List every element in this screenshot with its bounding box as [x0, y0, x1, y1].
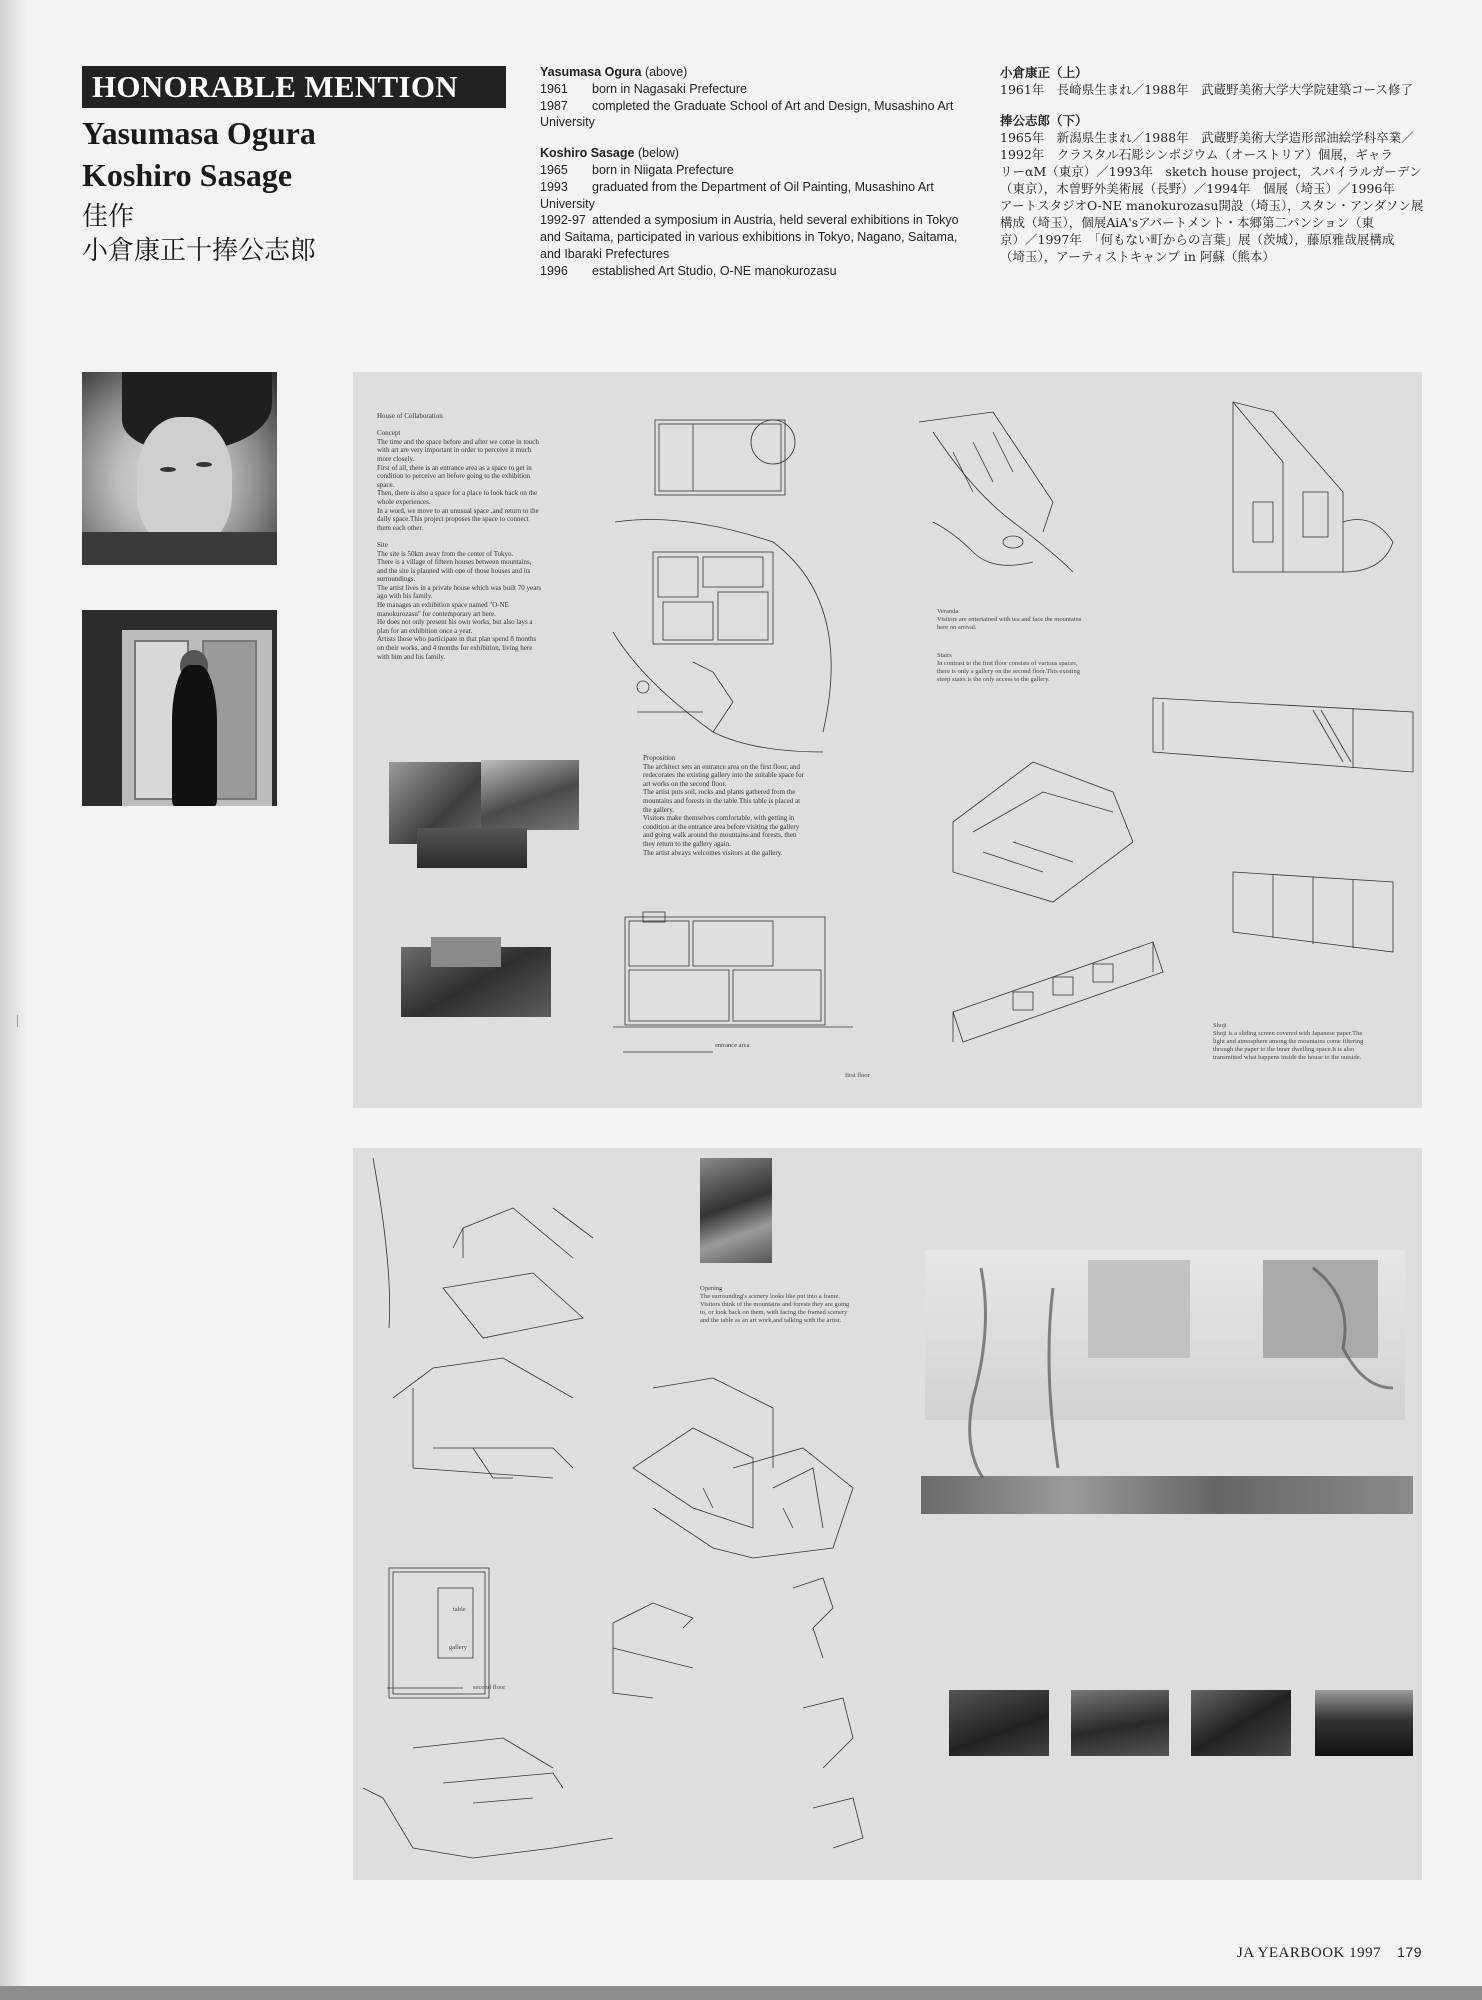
publication-name: JA YEARBOOK 1997 [1237, 1945, 1382, 1961]
page-number: 179 [1397, 1944, 1422, 1960]
concept-text-line: In a word, we move to an unusual space ,and return to the [377, 506, 539, 515]
biography-english [540, 64, 960, 280]
bio-entry [540, 263, 960, 280]
proposition-text-line: Proposition [643, 754, 676, 762]
veranda-caption-line: here on arrival. [937, 624, 977, 631]
bio-text-continued: and Saitama, participated in various exhibitions in Tokyo, Nagano, Saitama, [540, 230, 958, 245]
bio-text: born in Nagasaki Prefecture [592, 81, 747, 96]
bio-entry [540, 162, 960, 179]
gallery-label: gallery [449, 1644, 468, 1651]
proposition-text-line: mountains and forests in the table.This table is placed at [643, 796, 801, 805]
bottom-edge-strip [0, 1986, 1482, 2000]
bio-jp-line: 1961年 長崎県生まれ／1988年 武蔵野美術大学大学院建築コース修了 [1000, 82, 1413, 97]
proposition-text-line: redecorates the existing gallery into the suitable space for [643, 771, 804, 780]
concept-text-line: House of Collaboration [377, 412, 443, 420]
stairs-caption-line: Stairs [937, 652, 952, 659]
opening-caption-line: to, or look back on them, with facing the framed scenery [700, 1309, 848, 1316]
bio-text-continued: and Ibaraki Prefectures [540, 246, 670, 261]
page-footer [1237, 1944, 1422, 1962]
concept-text-line: them each other. [377, 523, 424, 532]
bio-entry [540, 81, 960, 98]
concept-text-line: ago with his family. [377, 592, 433, 601]
bio-year: 1993 [540, 179, 568, 194]
bio-heading-sasage [540, 145, 960, 162]
bio-jp-line: リーαM（東京）／1993年 sketch house project，スパイラルガーデン [1000, 164, 1422, 179]
author-name-ogura: Yasumasa Ogura [82, 115, 316, 151]
bio-text: attended a symposium in Austria, held several exhibitions in Tokyo [592, 213, 959, 228]
concept-text-line: First of all, there is an entrance area as a space to get in [377, 463, 532, 472]
bio-year: 1961 [540, 81, 568, 96]
margin-mark [17, 1015, 18, 1027]
honorable-mention-badge: HONORABLE MENTION [82, 66, 506, 108]
concept-text-line: The artist lives in a private house which was built 70 years [377, 583, 542, 592]
table-label: table [453, 1606, 466, 1613]
proposition-text-line: Visitors make themselves comfortable, with getting in [643, 814, 795, 823]
presentation-board-2 [353, 1148, 1422, 1880]
bio-note: (above) [644, 65, 688, 79]
author-name-sasage: Koshiro Sasage [82, 157, 293, 193]
japanese-title [82, 200, 502, 268]
bio-jp-line: 1992年 クラスタル石彫シンポジウム（オーストリア）個展，ギャラ [1000, 147, 1393, 162]
bio-year: 1996 [540, 263, 568, 278]
author-names [82, 112, 502, 196]
concept-text-line: more closely. [377, 454, 415, 463]
concept-text-line: Site [377, 540, 388, 549]
veranda-caption-line: Veranda [937, 608, 959, 615]
concept-text-line: The time and the space before and after we come in touch [377, 437, 539, 446]
opening-caption-line: The surrounding's scenery looks like put into a frame. [700, 1293, 840, 1300]
bio-text: born in Niigata Prefecture [592, 162, 734, 177]
stairs-caption-line: In contrast to the first floor consists of various spaces, [937, 660, 1078, 667]
bio-note: (below) [637, 146, 679, 161]
bio-year: 1965 [540, 162, 568, 177]
shoji-caption-line: transmitted what happens inside the house to the outside. [1213, 1054, 1362, 1061]
author-names-jp: 小倉康正十捧公志郎 [82, 236, 317, 266]
proposition-text-line: condition at the entrance area before visiting the gallery [643, 822, 800, 831]
bio-jp-line: 1965年 新潟県生まれ／1988年 武蔵野美術大学造形部油絵学科卒業／ [1000, 130, 1414, 145]
proposition-text-line: the gallery. [643, 805, 675, 814]
concept-text-line: and the site is planned with one of those houses and its [377, 566, 531, 575]
bio-entry [540, 98, 960, 115]
concept-text-line: He does not only present his own works, but also lays a [377, 618, 533, 627]
bio-year: 1992-97 [540, 213, 586, 228]
bio-text: graduated from the Department of Oil Painting, Musashino Art [592, 179, 934, 194]
bio-jp-heading-sasage: 捧公志郎（下） [1000, 113, 1088, 128]
concept-text-line: plan for an exhibition once a year. [377, 626, 473, 635]
concept-text-line: Concept [377, 429, 401, 438]
concept-text-line: on their works, and 4 months for exhibition, living here [377, 644, 533, 653]
bio-jp-line: （埼玉），アーティストキャンプ in 阿蘇（熊本） [1000, 249, 1275, 264]
proposition-text-line: The artist always welcomes visitors at the gallery. [643, 848, 783, 857]
bio-year: 1987 [540, 98, 568, 113]
opening-caption-line: and the table as an art work,and talking with the artist. [700, 1317, 842, 1324]
concept-text-line: manokurozasu" for contemporary art here. [377, 609, 496, 618]
opening-caption-line: Visitors think of the mountains and forests they are going [700, 1301, 850, 1308]
proposition-text-line: The artist puts soil, rocks and plants gathered from the [643, 788, 796, 797]
concept-text-line: whole experiences. [377, 497, 431, 506]
bio-heading-ogura [540, 64, 960, 81]
bio-entry [540, 179, 960, 196]
entrance-area-label: entrance area [715, 1042, 750, 1049]
concept-text-line: with him and his family. [377, 652, 446, 661]
opening-caption-line: Opening [700, 1285, 723, 1292]
concept-text-line: There is a village of fifteen houses between mountains, [377, 558, 532, 567]
bio-jp-line: 京）／1997年 「何もない町からの言葉」展（茨城），藤原雅哉展構成 [1000, 232, 1395, 247]
concept-text-line: He manages an exhibition space named "O-NE [377, 601, 509, 610]
award-jp: 佳作 [82, 202, 135, 232]
bio-entry [540, 212, 960, 229]
board1-drawings [353, 372, 1422, 1108]
concept-text-line: space. [377, 480, 395, 489]
concept-text-line: condition to perceive art before going to the exhibition [377, 472, 531, 481]
shoji-caption-line: Shoji is a sliding screen covered with Japanese paper.The [1213, 1030, 1363, 1037]
shoji-caption-line: Shoji [1213, 1022, 1227, 1029]
concept-text-line: with art are very important in order to perceive it much [377, 446, 532, 455]
second-floor-label: second floor [473, 1684, 506, 1691]
proposition-text-line: and going walk around the mountains and forests, then [643, 831, 797, 840]
concept-text-line: Then, there is also a space for a place to look back on the [377, 489, 538, 498]
bio-jp-line: アートスタジオO-NE manokurozasu開設（埼玉），スタン・アンダソン展 [1000, 198, 1424, 213]
concept-text-line: daily space.This project proposes the space to connect [377, 515, 529, 524]
bio-text: completed the Graduate School of Art and Design, Musashino Art [592, 98, 954, 113]
page-gutter-shadow [0, 0, 28, 2000]
portrait-photo-sasage [82, 610, 277, 806]
shoji-caption-line: light and atmosphere among the mountains come filtering [1213, 1038, 1364, 1045]
portrait-photo-ogura [82, 372, 277, 565]
bio-text-continued: University [540, 115, 595, 130]
bio-jp-heading-ogura: 小倉康正（上） [1000, 65, 1088, 80]
first-floor-label: first floor [845, 1072, 870, 1079]
bio-text: established Art Studio, O-NE manokurozasu [592, 263, 837, 278]
concept-text-line: surroundings. [377, 575, 416, 584]
bio-text-continued: University [540, 196, 595, 211]
bio-jp-line: 構成（埼玉），個展AiA'sアパートメント・本郷第二パンション（東 [1000, 215, 1374, 230]
proposition-text-line: The architect sets an entrance area on the first floor, and [643, 762, 800, 771]
concept-text-line: Artists those who participate in that plan spend 8 months [377, 635, 537, 644]
proposition-text-line: art works on the second floor. [643, 779, 727, 788]
biography-japanese [1000, 64, 1430, 265]
stairs-caption-line: there is only a gallery on the second floor.This existing [937, 668, 1080, 675]
veranda-caption-line: Visitors are entertained with tea and face the mountains [937, 616, 1082, 623]
bio-name: Yasumasa Ogura [540, 65, 642, 79]
bio-jp-line: （東京），木曽野外美術展（長野）／1994年 個展（埼玉）／1996年 [1000, 181, 1395, 196]
shoji-caption-line: through the paper to the inner dwelling space.It is also [1213, 1046, 1355, 1053]
proposition-text-line: they return to the gallery again. [643, 839, 731, 848]
stairs-caption-line: steep stairs is the only access to the gallery. [937, 676, 1050, 683]
board2-drawings [353, 1148, 1422, 1880]
presentation-board-1 [353, 372, 1422, 1108]
bio-name: Koshiro Sasage [540, 146, 635, 161]
concept-text-line: The site is 50km away from the center of Tokyo. [377, 549, 514, 558]
